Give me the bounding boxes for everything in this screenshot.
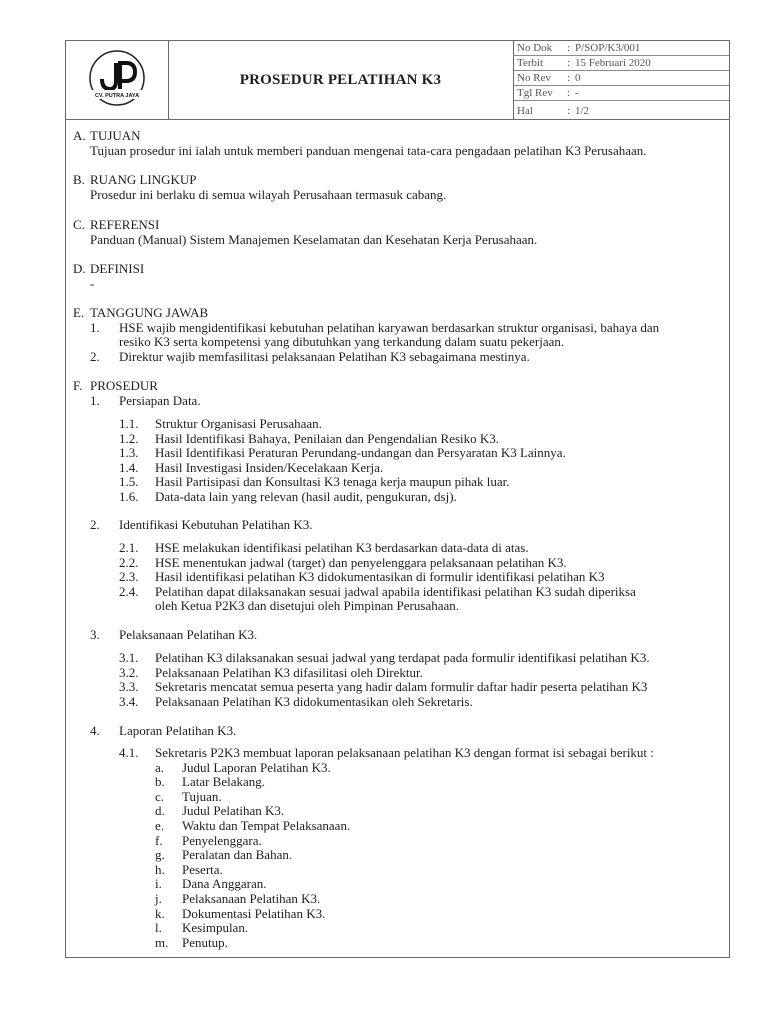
section-text: Tujuan prosedur ini ialah untuk memberi panduan mengenai tata-cara pengadaan pelatihan K3 Perusahaan. [90, 142, 647, 158]
meta-label: Terbit [517, 57, 544, 69]
meta-row-terbit: Terbit : 15 Februari 2020 [514, 56, 729, 71]
meta-label: No Dok [517, 42, 553, 54]
sub-text: Hasil Identifikasi Bahaya, Penilaian dan Pengendalian Resiko K3. [155, 430, 500, 446]
section-heading: RUANG LINGKUP [90, 172, 197, 187]
section-letter: F. [73, 378, 83, 393]
step-3-items [73, 651, 723, 709]
sub-item-continued [73, 599, 723, 614]
item-text: resiko K3 serta kompetensi yang dibutuhkan yang terkandung dalam suatu pekerjaan. [119, 334, 565, 350]
item-number: 2. [90, 348, 100, 364]
sub-item [73, 475, 723, 490]
sub-text: Sekretaris mencatat semua peserta yang hadir dalam formulir daftar hadir peserta pelatihan K3 [155, 679, 648, 695]
step-title [73, 628, 723, 643]
list-letter: b. [155, 774, 165, 790]
report-list-item [73, 907, 723, 922]
list-text: Kesimpulan. [182, 920, 249, 936]
sub-item [73, 541, 723, 556]
sub-number: 2.3. [119, 569, 139, 585]
sub-number: 1.4. [119, 459, 139, 475]
step-text: Pelaksanaan Pelatihan K3. [119, 627, 258, 642]
list-text: Peserta. [182, 861, 223, 877]
meta-label: Hal [517, 105, 533, 117]
sub-text: Hasil Investigasi Insiden/Kecelakaan Kerja. [155, 459, 384, 475]
list-letter: e. [155, 817, 165, 833]
list-letter: g. [155, 847, 165, 863]
list-letter: i. [155, 876, 162, 892]
list-text: Dokumentasi Pelatihan K3. [182, 905, 326, 921]
step-1-items [73, 417, 723, 505]
sub-item [73, 490, 723, 505]
list-letter: j. [155, 890, 162, 906]
step-2-items [73, 541, 723, 614]
sub-item [73, 432, 723, 447]
report-list-item [73, 863, 723, 878]
list-letter: f. [155, 832, 163, 848]
sub-text: Pelaksanaan Pelatihan K3 didokumentasikan oleh Sekretaris. [155, 693, 473, 709]
sub-number: 1.1. [119, 416, 139, 431]
section-letter: A. [73, 128, 86, 143]
document-header [66, 41, 729, 120]
sub-number: 1.6. [119, 488, 139, 504]
sub-text: Pelatihan dapat dilaksanakan sesuai jadwal apabila identifikasi pelatihan K3 sudah diperiksa [155, 583, 636, 599]
section-heading: TANGGUNG JAWAB [90, 305, 209, 320]
meta-row-no-dok: No Dok : P/SOP/K3/001 [514, 41, 729, 56]
sub-item [73, 651, 723, 666]
section-letter: D. [73, 261, 86, 276]
list-text: Peralatan dan Bahan. [182, 847, 293, 863]
report-list-item [73, 921, 723, 936]
list-text: Judul Laporan Pelatihan K3. [182, 759, 331, 775]
step-number: 3. [90, 627, 100, 642]
list-text: Judul Pelatihan K3. [182, 803, 285, 819]
sub-item [73, 680, 723, 695]
report-list-item [73, 848, 723, 863]
section-letter: C. [73, 217, 85, 232]
meta-row-hal: Hal : 1/2 [514, 101, 729, 121]
section-heading: REFERENSI [90, 217, 160, 232]
sub-text: Struktur Organisasi Perusahaan. [155, 416, 322, 431]
step-number: 4. [90, 723, 100, 738]
step-2 [73, 518, 723, 533]
sub-number: 2.4. [119, 583, 139, 599]
list-text: Penutup. [182, 934, 228, 950]
list-text: Latar Belakang. [182, 774, 266, 790]
list-text: Waktu dan Tempat Pelaksanaan. [182, 817, 351, 833]
report-list-item [73, 761, 723, 776]
sub-number: 3.1. [119, 650, 139, 665]
list-item [73, 350, 723, 365]
report-list-item [73, 892, 723, 907]
list-text: Penyelenggara. [182, 832, 262, 848]
company-logo-icon [82, 49, 152, 111]
meta-value: - [575, 87, 579, 99]
sub-text: Data-data lain yang relevan (hasil audit, pengukuran, dsj). [155, 488, 457, 504]
meta-row-tgl-rev: Tgl Rev : - [514, 86, 729, 101]
sub-item [73, 417, 723, 432]
sub-item [73, 556, 723, 571]
document-title: PROSEDUR PELATIHAN K3 [239, 71, 442, 88]
section-letter: B. [73, 172, 85, 187]
section-prosedur [73, 379, 723, 408]
step-title [73, 724, 723, 739]
section-text: Panduan (Manual) Sistem Manajemen Keselamatan dan Kesehatan Kerja Perusahaan. [90, 231, 538, 247]
list-text: Tujuan. [182, 788, 222, 804]
sub-text: oleh Ketua P2K3 dan disetujui oleh Pimpinan Perusahaan. [155, 598, 460, 614]
sub-item [73, 446, 723, 461]
list-letter: h. [155, 861, 165, 877]
sub-number: 4.1. [119, 745, 139, 760]
sub-number: 3.4. [119, 693, 139, 709]
item-text: HSE wajib mengidentifikasi kebutuhan pelatihan karyawan berdasarkan struktur organisasi, bahaya dan [119, 319, 660, 335]
step-text: Persiapan Data. [119, 392, 201, 408]
sub-text: Hasil Partisipasi dan Konsultasi K3 tenaga kerja maupun pihak luar. [155, 474, 510, 490]
section-tujuan [73, 129, 723, 158]
sub-number: 1.2. [119, 430, 139, 446]
step-3 [73, 628, 723, 643]
report-list-item [73, 819, 723, 834]
list-item-continued [73, 335, 723, 350]
sub-text: Sekretaris P2K3 membuat laporan pelaksanaan pelatihan K3 dengan format isi sebagai berikut : [155, 745, 654, 760]
sub-text: Pelatihan K3 dilaksanakan sesuai jadwal yang terdapat pada formulir identifikasi pelatihan K3. [155, 650, 650, 665]
sub-number: 3.3. [119, 679, 139, 695]
sub-number: 1.3. [119, 445, 139, 461]
step-4-items [73, 746, 723, 950]
list-letter: k. [155, 905, 165, 921]
section-ruang-lingkup [73, 173, 723, 202]
sub-item [73, 695, 723, 710]
step-text: Laporan Pelatihan K3. [119, 723, 237, 738]
sub-number: 3.2. [119, 664, 139, 680]
sub-item [73, 461, 723, 476]
logo-cell [66, 41, 169, 119]
item-number: 1. [90, 319, 100, 335]
sub-text: Hasil Identifikasi Peraturan Perundang-undangan dan Persyaratan K3 Lainnya. [155, 445, 566, 461]
list-letter: m. [155, 934, 169, 950]
logo-text: CV. PUTRA JAYA [94, 93, 140, 99]
sub-text: Pelaksanaan Pelatihan K3 difasilitasi oleh Direktur. [155, 664, 423, 680]
list-text: Dana Anggaran. [182, 876, 267, 892]
sub-item [73, 746, 723, 761]
sub-number: 1.5. [119, 474, 139, 490]
step-number: 1. [90, 392, 100, 408]
meta-label: No Rev [517, 72, 551, 84]
section-tanggung-jawab [73, 306, 723, 364]
sub-text: HSE melakukan identifikasi pelatihan K3 berdasarkan data-data di atas. [155, 540, 529, 555]
sub-item [73, 570, 723, 585]
report-list-item [73, 877, 723, 892]
list-letter: a. [155, 759, 165, 775]
report-list-item [73, 834, 723, 849]
meta-value: P/SOP/K3/001 [575, 42, 641, 54]
report-list-item [73, 804, 723, 819]
document-meta-table [514, 41, 729, 119]
meta-row-no-rev: No Rev : 0 [514, 71, 729, 86]
meta-value: 15 Februari 2020 [575, 57, 651, 69]
section-heading: DEFINISI [90, 261, 145, 276]
section-heading: PROSEDUR [90, 378, 158, 393]
step-title [73, 518, 723, 533]
section-letter: E. [73, 305, 85, 320]
title-cell [168, 41, 514, 119]
meta-value: 1/2 [575, 105, 590, 117]
meta-label: Tgl Rev [517, 87, 553, 99]
sub-number: 2.2. [119, 554, 139, 570]
report-list-item [73, 775, 723, 790]
report-list-item [73, 790, 723, 805]
step-title [73, 394, 723, 409]
step-text: Identifikasi Kebutuhan Pelatihan K3. [119, 517, 313, 532]
section-referensi [73, 218, 723, 247]
step-number: 2. [90, 517, 100, 532]
sub-item [73, 585, 723, 600]
section-text: Prosedur ini berlaku di semua wilayah Perusahaan termasuk cabang. [90, 186, 447, 202]
section-text: - [90, 275, 95, 291]
sub-text: HSE menentukan jadwal (target) dan penyelenggara pelaksanaan pelatihan K3. [155, 554, 567, 570]
sub-text: Hasil identifikasi pelatihan K3 didokumentasikan di formulir identifikasi pelatihan K3 [155, 569, 605, 585]
section-definisi [73, 262, 723, 291]
list-letter: l. [155, 920, 162, 936]
report-list-item [73, 936, 723, 951]
sub-number: 2.1. [119, 540, 139, 555]
list-item [73, 321, 723, 336]
step-4 [73, 724, 723, 739]
meta-value: 0 [575, 72, 581, 84]
sub-item [73, 666, 723, 681]
list-text: Pelaksanaan Pelatihan K3. [182, 890, 321, 906]
item-text: Direktur wajib memfasilitasi pelaksanaan Pelatihan K3 sebagaimana mestinya. [119, 348, 530, 364]
list-letter: d. [155, 803, 165, 819]
section-heading: TUJUAN [90, 128, 141, 143]
list-letter: c. [155, 788, 165, 804]
